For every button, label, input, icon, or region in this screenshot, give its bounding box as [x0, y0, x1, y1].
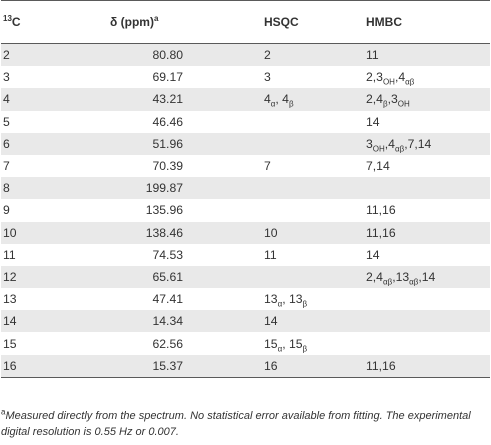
cell-carbon: 5 — [1, 111, 80, 133]
cell-hmbc: 11 — [356, 44, 490, 67]
cell-hsqc — [193, 177, 356, 199]
cell-carbon: 10 — [1, 222, 80, 244]
cell-hsqc: 11 — [193, 244, 356, 266]
cell-delta: 62.56 — [80, 332, 193, 354]
cell-delta: 65.61 — [80, 266, 193, 288]
cell-carbon: 8 — [1, 177, 80, 199]
cell-hsqc: 16 — [193, 355, 356, 378]
cell-carbon: 3 — [1, 66, 80, 88]
cell-hsqc: 2 — [193, 44, 356, 67]
cell-hsqc: 7 — [193, 155, 356, 177]
cell-hsqc: $13_\alpha$, $13_\beta$ — [193, 288, 356, 310]
cell-hsqc — [193, 133, 356, 155]
cell-hsqc — [193, 111, 356, 133]
cell-hmbc — [356, 288, 490, 310]
cell-delta: 199.87 — [80, 177, 193, 199]
cell-carbon: 2 — [1, 44, 80, 67]
header-hsqc: HSQC — [193, 1, 356, 44]
cell-hsqc: 10 — [193, 222, 356, 244]
cell-carbon: 6 — [1, 133, 80, 155]
table-row — [1, 111, 490, 133]
cell-carbon: 9 — [1, 199, 80, 221]
table-row — [1, 310, 490, 332]
cell-hmbc: 11,16 — [356, 199, 490, 221]
cell-delta: 47.41 — [80, 288, 193, 310]
cell-delta: 46.46 — [80, 111, 193, 133]
table-row — [1, 222, 490, 244]
cell-hmbc: 11,16 — [356, 355, 490, 378]
cell-hsqc: $15_\alpha$, $15_\beta$ — [193, 332, 356, 354]
table-row — [1, 44, 490, 67]
cell-delta: 51.96 — [80, 133, 193, 155]
footnote-text: Measured directly from the spectrum. No statistical error available from fitting. The experimental digital resolution is 0.55 Hz or 0.007. — [1, 410, 471, 438]
header-carbon-isotope: 13 — [3, 14, 12, 23]
table-row — [1, 155, 490, 177]
cell-delta: 15.37 — [80, 355, 193, 378]
nmr-assignment-table — [1, 0, 490, 378]
table-row — [1, 355, 490, 378]
header-hmbc: HMBC — [356, 1, 490, 44]
table-row — [1, 199, 490, 221]
table-row — [1, 332, 490, 354]
table-body — [1, 44, 490, 378]
header-carbon-label: C — [11, 15, 21, 29]
cell-hsqc: 14 — [193, 310, 356, 332]
footnote-marker: a — [1, 407, 6, 417]
cell-hmbc: 7,14 — [356, 155, 490, 177]
header-delta-label: δ (ppm) — [110, 15, 154, 29]
table-row — [1, 244, 490, 266]
cell-hmbc: 14 — [356, 111, 490, 133]
table-row — [1, 266, 490, 288]
cell-carbon: 11 — [1, 244, 80, 266]
cell-hmbc — [356, 177, 490, 199]
cell-hmbc — [356, 310, 490, 332]
cell-hmbc: $2,3_{OH},4_{\alpha\beta}$ — [356, 66, 490, 88]
cell-hmbc: $3_{OH},4_{\alpha\beta},7,14$ — [356, 133, 490, 155]
cell-hmbc: $2,4_\beta,3_{OH}$ — [356, 88, 490, 110]
table-row — [1, 133, 490, 155]
cell-carbon: 13 — [1, 288, 80, 310]
cell-carbon: 4 — [1, 88, 80, 110]
cell-delta: 80.80 — [80, 44, 193, 67]
cell-carbon: 12 — [1, 266, 80, 288]
cell-hsqc: 3 — [193, 66, 356, 88]
cell-delta: 74.53 — [80, 244, 193, 266]
table-row — [1, 88, 490, 110]
table-row — [1, 177, 490, 199]
table-row — [1, 66, 490, 88]
cell-delta: 43.21 — [80, 88, 193, 110]
footnote — [1, 408, 487, 440]
header-carbon — [1, 1, 80, 44]
cell-hmbc: $2,4_{\alpha\beta},13_{\alpha\beta},14$ — [356, 266, 490, 288]
cell-delta: 138.46 — [80, 222, 193, 244]
cell-delta: 70.39 — [80, 155, 193, 177]
cell-carbon: 16 — [1, 355, 80, 378]
cell-hsqc — [193, 266, 356, 288]
cell-hmbc: 14 — [356, 244, 490, 266]
cell-hmbc — [356, 332, 490, 354]
cell-hmbc: 11,16 — [356, 222, 490, 244]
cell-carbon: 14 — [1, 310, 80, 332]
table-row — [1, 288, 490, 310]
cell-carbon: 15 — [1, 332, 80, 354]
cell-delta: 69.17 — [80, 66, 193, 88]
cell-delta: 135.96 — [80, 199, 193, 221]
cell-hsqc — [193, 199, 356, 221]
header-delta-footnote-marker: a — [153, 14, 159, 23]
cell-delta: 14.34 — [80, 310, 193, 332]
cell-hsqc: $4_\alpha$, $4_\beta$ — [193, 88, 356, 110]
cell-carbon: 7 — [1, 155, 80, 177]
header-row — [1, 1, 490, 44]
header-delta — [80, 1, 193, 44]
